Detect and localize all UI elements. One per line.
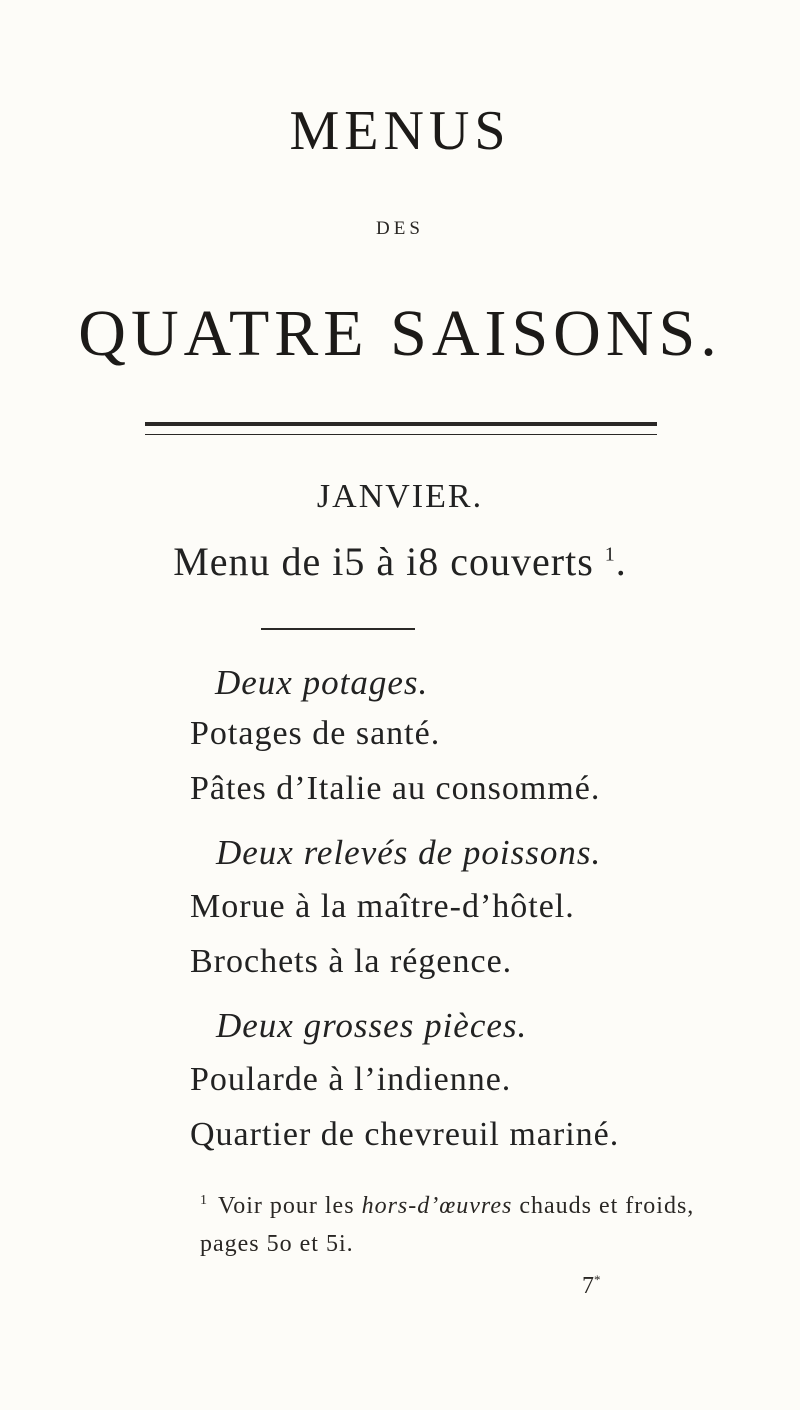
book-title: MENUS (289, 100, 511, 162)
footnote-line-2: pages 5o et 5i. (200, 1231, 354, 1257)
book-subtitle: QUATRE SAISONS. (78, 297, 722, 370)
signature-mark (582, 1272, 601, 1300)
double-rule-divider (145, 422, 657, 435)
month-heading: JANVIER. (316, 478, 484, 515)
footnote-text-italic: hors-d’œuvres (361, 1193, 513, 1219)
course-heading-grosses-pieces: Deux grosses pièces. (216, 1006, 528, 1045)
course-heading-potages: Deux potages. (215, 663, 429, 702)
dish-item: Brochets à la régence. (190, 943, 513, 980)
menu-description-text: Menu de i5 à i8 couverts (173, 539, 594, 584)
title-connector: DES (376, 218, 424, 239)
dish-item: Poularde à l’indienne. (190, 1061, 512, 1098)
dish-item: Pâtes d’Italie au consommé. (190, 770, 601, 807)
footnote-mark: 1 (200, 1193, 208, 1208)
signature-number: 7 (582, 1273, 594, 1299)
dish-item: Morue à la maître-d’hôtel. (190, 888, 575, 925)
dish-item: Potages de santé. (190, 715, 441, 752)
menu-description (0, 538, 800, 585)
menu-description-period: . (615, 539, 627, 584)
signature-star: * (594, 1272, 601, 1287)
footnote-text-after: chauds et froids, (519, 1193, 695, 1219)
footnote-line-1 (200, 1193, 694, 1220)
course-heading-poissons: Deux relevés de poissons. (216, 833, 602, 872)
short-rule-divider (261, 628, 415, 630)
footnote-text-before: Voir pour les (218, 1193, 355, 1219)
dish-item: Quartier de chevreuil mariné. (190, 1116, 620, 1153)
footnote-reference: 1 (604, 543, 616, 566)
